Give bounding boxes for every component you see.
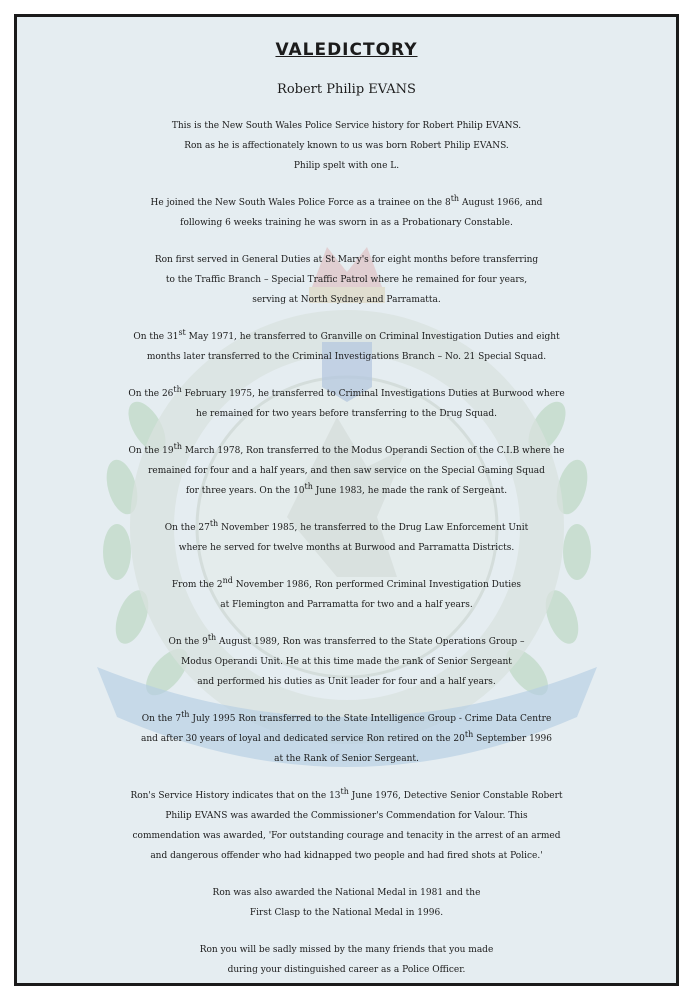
text-line: This is the New South Wales Police Service history for Robert Philip EVANS.	[171, 121, 522, 131]
text-line: On the 9th August 1989, Ron was transferred to the State Operations Group –	[168, 633, 525, 647]
text-line: On the 19th March 1978, Ron transferred to the Modus Operandi Section of the C.I.B where he	[128, 442, 565, 456]
text-line: Modus Operandi Unit. He at this time made the rank of Senior Sergeant	[181, 657, 512, 667]
text-line: First Clasp to the National Medal in 1996.	[249, 908, 444, 918]
text-line: Ron first served in General Duties at St Mary's for eight months before transferring	[154, 255, 539, 265]
paragraph-introduction	[17, 116, 676, 176]
text-line: remained for four and a half years, and then saw service on the Special Gaming Squad	[148, 466, 545, 476]
paragraph-farewell	[17, 940, 676, 980]
text-line: at the Rank of Senior Sergeant.	[274, 754, 419, 764]
text-line: Ron you will be sadly missed by the many friends that you made	[199, 945, 494, 955]
page-title: VALEDICTORY	[275, 40, 418, 60]
valedictory-content	[17, 17, 676, 980]
document-frame	[14, 14, 679, 986]
text-line: On the 7th July 1995 Ron transferred to the State Intelligence Group - Crime Data Centre	[141, 710, 552, 724]
text-line: Ron was also awarded the National Medal in 1981 and the	[212, 888, 481, 898]
paragraph-commendation	[17, 786, 676, 866]
text-line: he remained for two years before transferring to the Drug Squad.	[196, 409, 497, 419]
subject-name: Robert Philip EVANS	[277, 82, 416, 97]
text-line: months later transferred to the Criminal Investigations Branch – No. 21 Special Squad.	[146, 352, 547, 362]
text-line: On the 27th November 1985, he transferred to the Drug Law Enforcement Unit	[164, 519, 529, 533]
text-line: and performed his duties as Unit leader for four and a half years.	[197, 677, 496, 687]
text-line: Ron's Service History indicates that on the 13th June 1976, Detective Senior Constable Robert	[130, 787, 563, 801]
paragraph-joined	[17, 193, 676, 233]
text-line: Philip spelt with one L.	[293, 161, 400, 171]
text-line: to the Traffic Branch – Special Traffic Patrol where he remained for four years,	[165, 275, 528, 285]
text-line: Philip EVANS was awarded the Commissioner's Commendation for Valour. This	[165, 811, 528, 821]
paragraph-first-served	[17, 250, 676, 310]
text-line: From the 2nd November 1986, Ron performed Criminal Investigation Duties	[171, 576, 522, 590]
text-line: On the 31st May 1971, he transferred to Granville on Criminal Investigation Duties and eight	[133, 328, 560, 342]
text-line: On the 26th February 1975, he transferred to Criminal Investigations Duties at Burwood where	[128, 385, 565, 399]
text-line: following 6 weeks training he was sworn in as a Probationary Constable.	[180, 218, 513, 228]
paragraph-1971	[17, 327, 676, 367]
paragraph-1986	[17, 575, 676, 615]
text-line: serving at North Sydney and Parramatta.	[252, 295, 441, 305]
text-line: at Flemington and Parramatta for two and a half years.	[220, 600, 473, 610]
text-line: He joined the New South Wales Police Force as a trainee on the 8th August 1966, and	[150, 194, 543, 208]
paragraph-1975	[17, 384, 676, 424]
text-line: during your distinguished career as a Police Officer.	[227, 965, 466, 975]
paragraph-1995	[17, 709, 676, 769]
text-line: and after 30 years of loyal and dedicated service Ron retired on the 20th September 1996	[141, 730, 552, 744]
paragraph-1985	[17, 518, 676, 558]
paragraph-1989	[17, 632, 676, 692]
paragraph-national-medal	[17, 883, 676, 923]
text-line: where he served for twelve months at Burwood and Parramatta Districts.	[178, 543, 515, 553]
text-line: Ron as he is affectionately known to us was born Robert Philip EVANS.	[184, 141, 509, 151]
paragraph-1978	[17, 441, 676, 501]
text-line: and dangerous offender who had kidnapped two people and had fired shots at Police.'	[150, 851, 543, 861]
text-line: commendation was awarded, 'For outstanding courage and tenacity in the arrest of an armed	[132, 831, 561, 841]
text-line: for three years. On the 10th June 1983, he made the rank of Sergeant.	[185, 482, 508, 496]
